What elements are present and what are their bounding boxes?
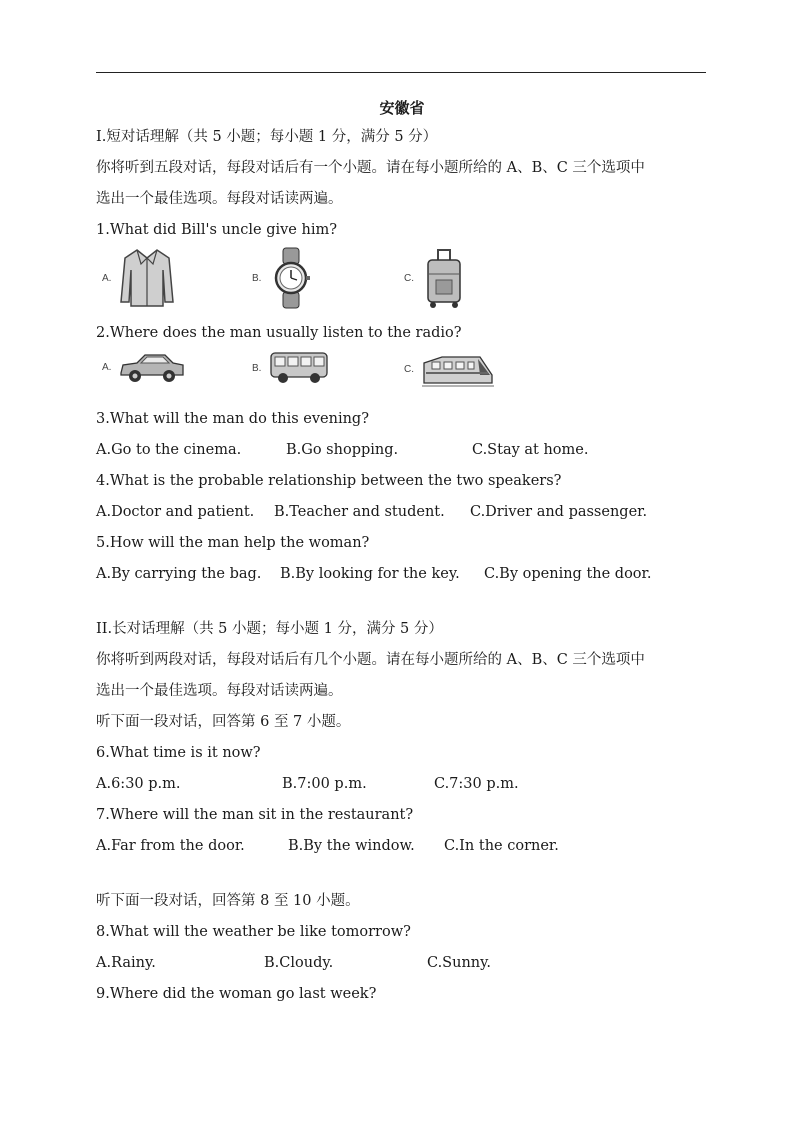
- section1-instruction-2: 选出一个最佳选项。每段对话读两遍。: [96, 191, 343, 207]
- q3-option-b: B.Go shopping.: [286, 442, 399, 458]
- section2-instruction-2: 选出一个最佳选项。每段对话读两遍。: [96, 683, 343, 699]
- q8-option-a: A.Rainy.: [96, 955, 156, 971]
- q5-option-a: A.By carrying the bag.: [96, 566, 262, 582]
- q4-options: [96, 497, 708, 528]
- q2-option-c-label: C.: [404, 363, 414, 375]
- q5-option-c: C.By opening the door.: [484, 566, 652, 582]
- q8-question: 8.What will the weather be like tomorrow?: [96, 924, 411, 940]
- watch-icon: [269, 246, 313, 310]
- q2-option-a: [102, 349, 185, 385]
- section1-instruction-1: 你将听到五段对话，每段对话后有一个小题。请在每小题所给的 A、B、C 三个选项中: [96, 160, 645, 176]
- q1-picture-options: [96, 246, 708, 318]
- q7-option-a: A.Far from the door.: [96, 838, 245, 854]
- top-rule: [96, 72, 706, 73]
- jacket-icon: [119, 246, 175, 310]
- q1-question: 1.What did Bill's uncle give him?: [96, 222, 337, 238]
- q8-option-c: C.Sunny.: [427, 955, 492, 971]
- q6-option-a: A.6:30 p.m.: [96, 776, 181, 792]
- q9-question: 9.Where did the woman go last week?: [96, 986, 377, 1002]
- section2-heading: II.长对话理解（共 5 小题；每小题 1 分，满分 5 分）: [96, 621, 443, 637]
- q2-question: 2.Where does the man usually listen to the radio?: [96, 325, 462, 341]
- q7-option-b: B.By the window.: [288, 838, 415, 854]
- section-gap-2: [96, 862, 708, 886]
- q6-option-c: C.7:30 p.m.: [434, 776, 519, 792]
- q1-option-b-label: B.: [252, 272, 262, 284]
- train-icon: [422, 349, 494, 389]
- dialogue-intro-a: 听下面一段对话，回答第 6 至 7 小题。: [96, 714, 351, 730]
- q2-option-a-label: A.: [102, 361, 112, 373]
- q3-option-c: C.Stay at home.: [472, 442, 589, 458]
- q1-option-c: [404, 246, 466, 310]
- q7-options: [96, 831, 708, 862]
- q8-option-b: B.Cloudy.: [264, 955, 334, 971]
- q5-option-b: B.By looking for the key.: [280, 566, 460, 582]
- q1-option-a-label: A.: [102, 272, 112, 284]
- q6-options: [96, 769, 708, 800]
- q2-picture-options: [96, 349, 708, 404]
- q4-option-a: A.Doctor and patient.: [96, 504, 255, 520]
- dialogue-intro-b: 听下面一段对话，回答第 8 至 10 小题。: [96, 893, 360, 909]
- q4-option-b: B.Teacher and student.: [274, 504, 445, 520]
- section1-heading: I.短对话理解（共 5 小题；每小题 1 分，满分 5 分）: [96, 129, 438, 145]
- q5-question: 5.How will the man help the woman?: [96, 535, 370, 551]
- car-icon: [119, 349, 185, 385]
- page-title: 安徽省: [379, 99, 425, 117]
- q1-option-c-label: C.: [404, 272, 414, 284]
- q6-option-b: B.7:00 p.m.: [282, 776, 367, 792]
- q5-options: [96, 559, 708, 590]
- q3-option-a: A.Go to the cinema.: [96, 442, 242, 458]
- section2-instruction-1: 你将听到两段对话，每段对话后有几个小题。请在每小题所给的 A、B、C 三个选项中: [96, 652, 645, 668]
- exam-page: [96, 94, 708, 1010]
- q7-question: 7.Where will the man sit in the restaurant?: [96, 807, 414, 823]
- q3-options: [96, 435, 708, 466]
- q2-option-c: [404, 349, 494, 389]
- suitcase-icon: [422, 246, 466, 310]
- q6-question: 6.What time is it now?: [96, 745, 261, 761]
- bus-icon: [269, 349, 331, 387]
- q3-question: 3.What will the man do this evening?: [96, 411, 369, 427]
- q2-option-b: [252, 349, 331, 387]
- q4-option-c: C.Driver and passenger.: [470, 504, 648, 520]
- q7-option-c: C.In the corner.: [444, 838, 559, 854]
- q1-option-b: [252, 246, 313, 310]
- q1-option-a: [102, 246, 175, 310]
- q2-option-b-label: B.: [252, 362, 262, 374]
- q8-options: [96, 948, 708, 979]
- q4-question: 4.What is the probable relationship between the two speakers?: [96, 473, 562, 489]
- section-gap: [96, 590, 708, 614]
